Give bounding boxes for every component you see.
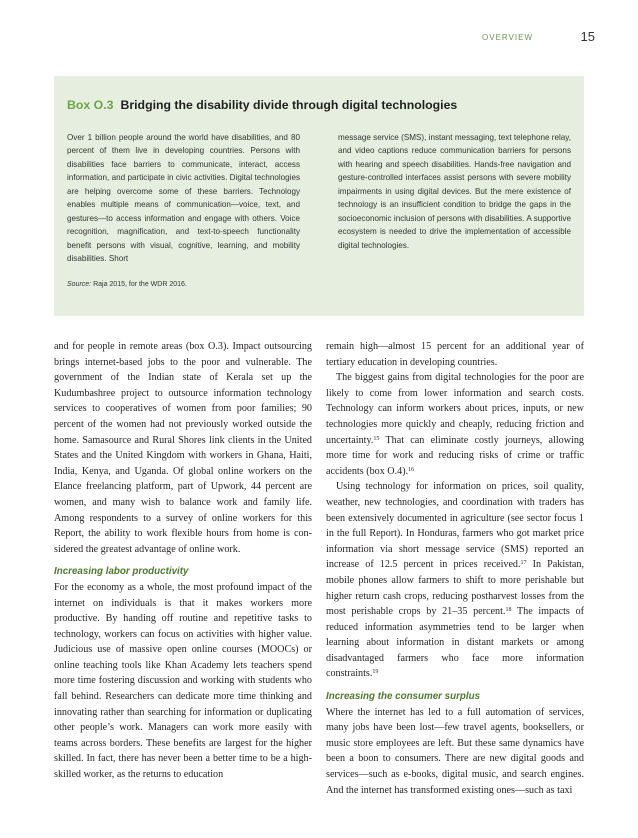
box-column-left: [67, 131, 300, 266]
body-paragraph: remain high—almost 15 percent for an additional year of tertiary education in developing countries.: [326, 341, 584, 368]
footnote-ref: 19: [372, 669, 379, 676]
body-column-right: [326, 339, 584, 798]
body-paragraph: Where the internet has led to a full automation of services, many jobs have been lost—few travel agents, booksellers, or music store employees are left. But these same dynamics have been a boon to consumers. There are new digital goods and services—such as e-books, digital music, and search engines. And the internet has transformed existing ones—such as taxi: [326, 706, 584, 796]
box-paragraph: message service (SMS), instant messaging, text telephone relay, and video captions reduce communication barriers for persons with hearing and speech disabilities. Hands-free navigation and gesture-controlled interfaces assist persons with severe mobility impairments in using digital devices. But the mere existence of technology is an insufficient condition to bridge the gaps in the socioeconomic inclusion of persons with disabilities. A supportive ecosystem is needed to drive the implementation of accessible digital technologies.: [338, 133, 571, 250]
body-paragraph: [326, 370, 584, 479]
box-paragraph: Over 1 billion people around the world have disabilities, and 80 percent of them live in developing countries. Persons with disabilities face barriers to communicate, interact, access information, and participate in civic activities. Digital technologies are helping overcome some of these barriers. Technology enables multiple means of communication—voice, text, and gestures—to access information and engage with others. Voice recognition, magnification, and text-to-speech functionality benefit persons with visual, cognitive, learning, and mobility disabilities. Short: [67, 133, 300, 264]
section-heading: Increasing the consumer surplus: [326, 691, 481, 703]
text-run: The impacts of reduced information asymmetries tend to be larger when learning about information in distant markets or among disadvantaged farmers who face more information constraints.: [326, 606, 584, 680]
text-run: Using technology for information on prices, soil quality, weather, new technologies, and coordination with traders has been extensively documented in agriculture (see sector focus 1 in the full Report). In Honduras, farmers who got market price information via short message service (SMS) reported an increase of 12.5 percent in prices received.: [326, 481, 584, 571]
source-text: Raja 2015, for the WDR 2016.: [91, 280, 187, 288]
footnote-ref: 15: [373, 435, 380, 442]
text-run: In Pakistan, mobile phones allow farmers to shift to more perishable but higher return cash crops, reducing postharvest losses from the most perishable crops by 21–35 percent.: [326, 559, 584, 618]
box-heading: Bridging the disability divide through digital technologies: [120, 98, 458, 112]
page-number: 15: [580, 29, 595, 44]
section-heading: Increasing labor productivity: [54, 566, 189, 578]
body-paragraph: [326, 479, 584, 682]
box-columns: [67, 131, 571, 266]
footnote-ref: 18: [505, 607, 512, 614]
source-label: Source:: [67, 280, 92, 288]
sidebar-box: [54, 76, 584, 316]
body-paragraph: and for people in remote areas (box O.3). Impact outsourcing brings internet-based jobs to the poor and vulnerable. The government of the Indian state of Kerala set up the Kudumbashree project to outsource information technology services to cooperatives of women from poor families; 90 percent of the women had not previously worked outside the home. Samasource and Rural Shores link clients in the United States and the United Kingdom with workers in Ghana, Haiti, India, Kenya, and Uganda. Of global online workers on the Elance freelancing platform, part of Upwork, 44 percent are women, and many wish to balance work and family life. Among respondents to a survey of online workers for this Report, the ability to work flexible hours from home is considered the greatest advantage of online work.: [54, 341, 312, 555]
text-run: The biggest gains from digital technologies for the poor are likely to come from lower information and search costs. Technology can inform workers about prices, inputs, or new technologies more quickly and cheaply, reducing friction and uncertainty.: [326, 372, 584, 446]
footnote-ref: 16: [408, 466, 415, 473]
footnote-ref: 17: [520, 560, 527, 567]
box-column-right: [338, 131, 571, 266]
box-source: [67, 281, 571, 288]
body-paragraph: For the economy as a whole, the most profound impact of the internet on individuals is that it makes workers more productive. By handing off routine and repetitive tasks to technology, workers can focus on activities with higher value. Judicious use of massive open online courses (MOOCs) or online teaching tools like Khan Academy lets teachers spend more time fostering discussion and working with students who fall behind. Researchers can dedicate more time thinking and innovating rather than searching for information or duplicating other people’s work. Managers can work more easily with teams across borders. These benefits are largest for the higher skilled. In fact, there has never been a better time to be a high-skilled worker, as the returns to education: [54, 581, 312, 781]
body-columns: [54, 339, 584, 798]
body-column-left: [54, 339, 312, 798]
box-title: [67, 98, 571, 112]
box-label: Box O.3: [67, 98, 114, 112]
running-head: OVERVIEW: [482, 33, 533, 42]
text-run: That can eliminate costly journeys, allowing more time for work and reducing risks of crime or traffic accidents (box O.4).: [326, 434, 584, 477]
